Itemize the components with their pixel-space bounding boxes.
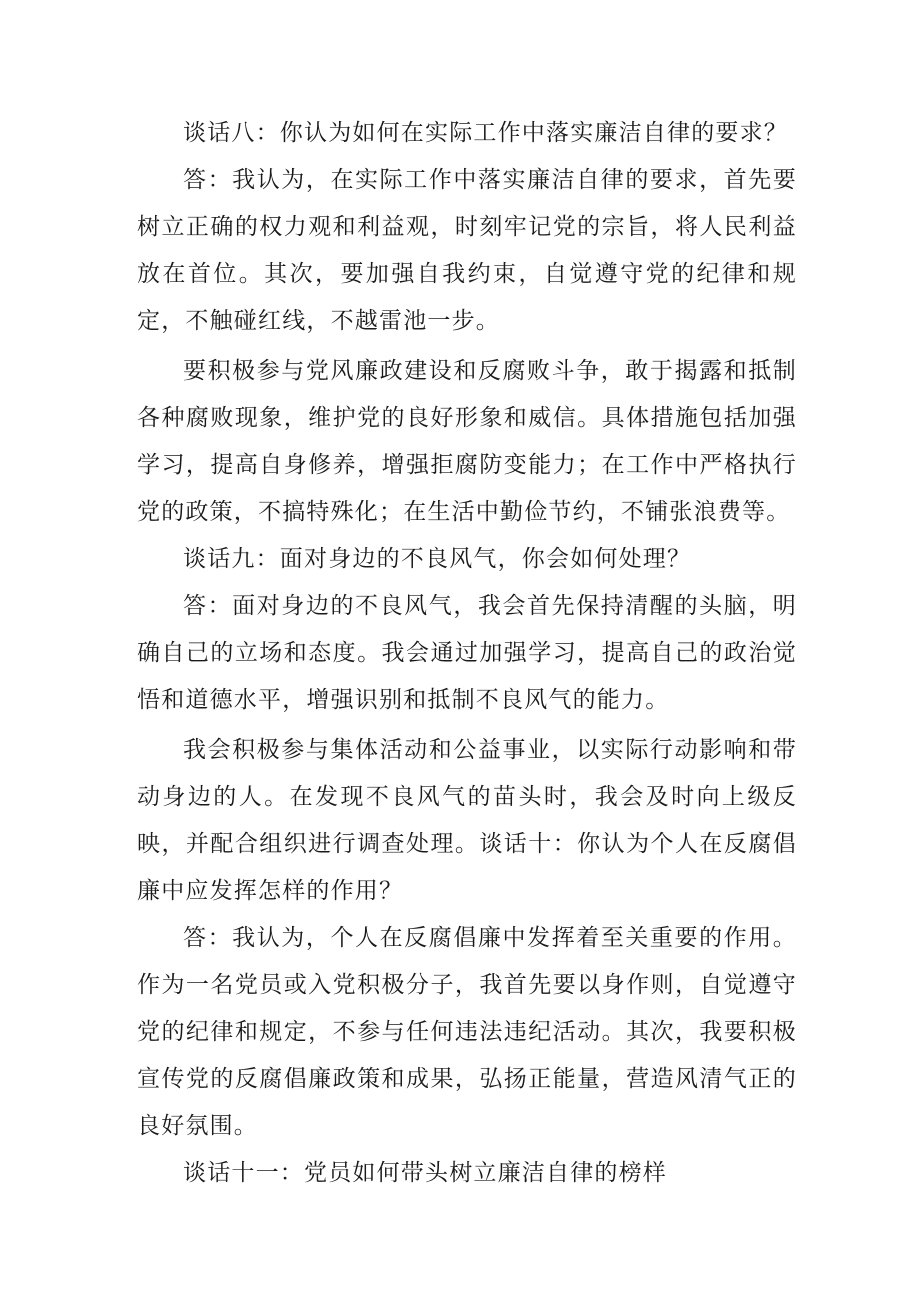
- question-11-heading: 谈话十一：党员如何带头树立廉洁自律的榜样: [183, 1160, 667, 1186]
- answer-9-paragraph-2: 我会积极参与集体活动和公益事业，以实际行动影响和带动身边的人。在发现不良风气的苗头时，我会及时向上级反映，并配合组织进行调查处理。谈话十：你认为个人在反腐倡廉中应发挥怎样的作用？: [137, 737, 797, 904]
- answer-8-paragraph-2: 要积极参与党风廉政建设和反腐败斗争，敢于揭露和抵制各种腐败现象，维护党的良好形象和威信。具体措施包括加强学习，提高自身修养，增强拒腐防变能力；在工作中严格执行党的政策，不搞特殊化；在生活中勤俭节约，不铺张浪费等。: [137, 358, 797, 525]
- answer-9-paragraph-1: 答：面对身边的不良风气，我会首先保持清醒的头脑，明确自己的立场和态度。我会通过加强学习，提高自己的政治觉悟和道德水平，增强识别和抵制不良风气的能力。: [137, 593, 797, 713]
- question-8-heading: 谈话八：你认为如何在实际工作中落实廉洁自律的要求？: [183, 120, 788, 146]
- document-body: [137, 110, 797, 1197]
- answer-8-paragraph-1: 答：我认为，在实际工作中落实廉洁自律的要求，首先要树立正确的权力观和利益观，时刻牢记党的宗旨，将人民利益放在首位。其次，要加强自我约束，自觉遵守党的纪律和规定，不触碰红线，不越雷池一步。: [137, 167, 797, 334]
- question-9-heading: 谈话九：面对身边的不良风气，你会如何处理？: [183, 546, 692, 572]
- answer-10-paragraph: 答：我认为，个人在反腐倡廉中发挥着至关重要的作用。作为一名党员或入党积极分子，我首先要以身作则，自觉遵守党的纪律和规定，不参与任何违法违纪活动。其次，我要积极宣传党的反腐倡廉政策和成果，弘扬正能量，营造风清气正的良好氛围。: [137, 925, 797, 1139]
